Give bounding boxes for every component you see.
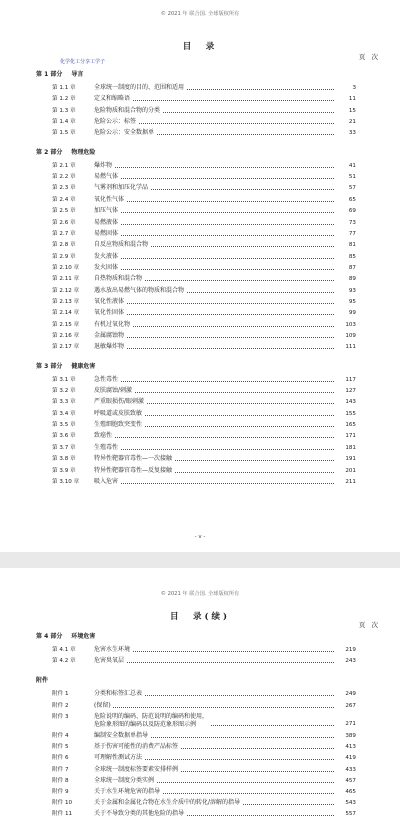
page-number: 109 — [334, 331, 356, 341]
toc-entry[interactable] — [52, 731, 356, 741]
dot-leader — [94, 707, 338, 708]
chapter-title: 氧化性气体 — [94, 195, 125, 203]
page-number: 77 — [334, 229, 356, 239]
chapter-title: 全球统一制度的目的、范围和适用 — [94, 84, 185, 91]
part-name: 健康危害 — [71, 362, 96, 370]
chapter-title: 退敏爆炸物 — [94, 343, 125, 351]
toc-entry[interactable] — [52, 712, 356, 729]
chapter-number: 第 2.15 章 — [52, 321, 80, 328]
page-number: 155 — [334, 409, 356, 419]
chapter-title: 急性毒性 — [94, 375, 119, 383]
chapter-number: 第 3.2 章 — [52, 388, 76, 395]
chapter-title: 皮肤腐蚀/刺激 — [94, 387, 133, 395]
toc-entry[interactable] — [52, 94, 356, 104]
toc-entry[interactable] — [52, 454, 356, 464]
part-label: 第 2 部分 — [36, 148, 63, 156]
toc-entry[interactable] — [52, 420, 356, 430]
toc-entry[interactable] — [52, 106, 356, 116]
chapter-title: 呼吸道或皮肤致敏 — [94, 409, 143, 417]
chapter-number: 第 2.16 章 — [52, 333, 80, 339]
dot-leader — [94, 483, 338, 484]
chapter-number: 第 1.2 章 — [52, 96, 76, 103]
chapter-title: 有机过氧化物 — [94, 320, 131, 328]
page-number: 557 — [334, 809, 356, 819]
part-heading — [36, 147, 95, 156]
part-name: 物理危险 — [71, 148, 96, 156]
page-number: 271 — [334, 719, 356, 729]
page-number: 419 — [334, 753, 356, 763]
chapter-number: 第 3.9 章 — [52, 467, 76, 474]
page-number: 201 — [334, 466, 356, 476]
chapter-title: 氧化性液体 — [94, 297, 125, 305]
part-heading — [36, 675, 57, 684]
page-number: 21 — [334, 117, 356, 127]
chapter-number: 第 2.11 章 — [52, 276, 80, 283]
chapter-number: 第 2.12 章 — [52, 287, 80, 294]
toc-entry[interactable] — [52, 443, 356, 453]
page-number: 81 — [334, 240, 356, 250]
chapter-title: 金属腐蚀物 — [94, 332, 125, 339]
toc-entry[interactable] — [52, 645, 356, 655]
chapter-title: 分类和标签汇总表 — [94, 690, 143, 698]
chapter-title: 可理解性测试方法 — [94, 754, 143, 762]
page-number: 99 — [334, 308, 356, 318]
page-number: 543 — [334, 798, 356, 808]
chapter-title: 危险公示：标签 — [94, 118, 137, 126]
page-number: 165 — [334, 420, 356, 430]
copyright-notice: © 2021 年 联合国. 全球版权所有 — [160, 11, 240, 17]
chapter-title — [94, 713, 210, 729]
chapter-number: 第 4.1 章 — [52, 647, 76, 653]
page-number: 15 — [334, 106, 356, 116]
copyright-notice: © 2021 年 联合国. 全球版权所有 — [160, 591, 240, 597]
toc-page-2 — [0, 568, 400, 838]
chapter-title: 自反应物质和混合物 — [94, 241, 149, 249]
dot-leader — [94, 348, 338, 349]
dot-leader — [94, 314, 338, 315]
part-label: 第 4 部分 — [36, 633, 63, 640]
toc-entry[interactable] — [52, 308, 356, 318]
chapter-number: 第 1.1 章 — [52, 85, 76, 91]
chapter-number: 第 2.2 章 — [52, 174, 76, 181]
chapter-number: 第 2.3 章 — [52, 185, 76, 192]
chapter-number: 第 2.17 章 — [52, 344, 80, 351]
chapter-number: 第 3.8 章 — [52, 456, 76, 463]
page-column-header: 页 次 — [358, 53, 380, 61]
page-number: 51 — [334, 172, 356, 182]
page-number: 181 — [334, 443, 356, 453]
chapter-number: 附件 6 — [52, 755, 69, 762]
page-number: 87 — [334, 263, 356, 273]
chapter-title: 关于水生环境危害的指导 — [94, 788, 161, 795]
toc-entry[interactable] — [52, 798, 356, 808]
page-number: 465 — [334, 787, 356, 797]
toc-entry[interactable] — [52, 117, 356, 127]
chapter-title: 基于伤害可能性的消费产品标签 — [94, 743, 179, 751]
chapter-number: 附件 9 — [52, 789, 69, 795]
chapter-number: 附件 11 — [52, 811, 73, 818]
chapter-title: 易燃液体 — [94, 218, 119, 226]
toc-entry[interactable] — [52, 397, 356, 407]
toc-entry[interactable] — [52, 83, 356, 93]
chapter-number: 第 3.7 章 — [52, 444, 76, 451]
chapter-title: 易燃气体 — [94, 173, 119, 181]
part-heading — [36, 361, 95, 370]
page-number: 143 — [334, 397, 356, 407]
chapter-number: 第 2.14 章 — [52, 310, 80, 317]
chapter-title: 发火固体 — [94, 263, 119, 271]
toc-entry[interactable] — [52, 263, 356, 273]
chapter-title: 气雾剂和加压化学品 — [94, 184, 149, 192]
page-column-header: 页 次 — [358, 621, 380, 629]
chapter-title: 定义和缩略语 — [94, 95, 131, 103]
page-title: 目 录(续) — [169, 612, 231, 622]
toc-entry[interactable] — [52, 753, 356, 763]
toc-entry[interactable] — [52, 776, 356, 786]
chapter-number: 附件 2 — [52, 702, 69, 709]
toc-entry[interactable] — [52, 274, 356, 284]
page-number: 85 — [334, 252, 356, 262]
page-number: 127 — [334, 386, 356, 396]
page-number: 111 — [334, 342, 356, 352]
toc-entry[interactable] — [52, 409, 356, 419]
dot-leader — [94, 269, 338, 270]
page-number: 267 — [334, 701, 356, 711]
toc-entry[interactable] — [52, 809, 356, 819]
page-number: 433 — [334, 765, 356, 775]
chapter-title: 加压气体 — [94, 207, 119, 215]
chapter-title: 吸入危害 — [94, 477, 119, 485]
page-number: 33 — [334, 128, 356, 138]
chapter-number: 第 2.7 章 — [52, 230, 76, 237]
toc-entry[interactable] — [52, 206, 356, 216]
chapter-number: 第 2.6 章 — [52, 219, 76, 226]
page-number: 11 — [334, 94, 356, 104]
chapter-number: 第 2.13 章 — [52, 298, 80, 305]
page-number: 457 — [334, 776, 356, 786]
toc-entry[interactable] — [52, 689, 356, 699]
chapter-title: 致癌性 — [94, 432, 113, 440]
toc-entry[interactable] — [52, 742, 356, 752]
chapter-number: 附件 8 — [52, 777, 69, 784]
chapter-title: 易燃固体 — [94, 229, 119, 237]
dot-leader — [94, 201, 338, 202]
dot-leader — [94, 337, 338, 338]
chapter-number: 附件 4 — [52, 733, 69, 739]
page-number: 41 — [334, 161, 356, 171]
toc-entry[interactable] — [52, 656, 356, 666]
chapter-title: 特异性靶器官毒性—反复接触 — [94, 466, 173, 474]
toc-entry[interactable] — [52, 240, 356, 250]
dot-leader — [94, 381, 338, 382]
toc-entry[interactable] — [52, 229, 356, 239]
part-label: 第 1 部分 — [36, 71, 63, 78]
chapter-title: 发火液体 — [94, 252, 119, 260]
toc-entry[interactable] — [52, 375, 356, 385]
chapter-title-line-1: 危险说明的编码、防范说明的编码和使用， — [94, 712, 209, 720]
chapter-title: 严重眼损伤/眼刺激 — [94, 398, 145, 406]
chapter-title: 危害臭氧层 — [94, 657, 125, 665]
page-number: 3 — [334, 83, 356, 93]
page-number: 243 — [334, 656, 356, 666]
chapter-title: 氧化性固体 — [94, 309, 125, 317]
chapter-title: 编制安全数据单指导 — [94, 732, 149, 739]
page-number: 93 — [334, 286, 356, 296]
toc-entry[interactable] — [52, 431, 356, 441]
chapter-title: 全球统一制度分类实例 — [94, 776, 155, 784]
toc-entry[interactable] — [52, 297, 356, 307]
chapter-number: 第 3.3 章 — [52, 399, 76, 406]
dot-leader — [94, 178, 338, 179]
toc-entry[interactable] — [52, 787, 356, 797]
chapter-number: 第 3.5 章 — [52, 422, 76, 429]
chapter-number: 第 3.10 章 — [52, 478, 80, 485]
chapter-number: 第 2.4 章 — [52, 196, 76, 203]
chapter-title: 关于不导致分类的其他危险的指导 — [94, 810, 185, 818]
dot-leader — [94, 303, 338, 304]
chapter-title: 遇水放出易燃气体的物质和混合物 — [94, 286, 185, 294]
toc-entry[interactable] — [52, 320, 356, 330]
part-heading — [36, 69, 83, 78]
chapter-title: 自热物质和混合物 — [94, 275, 143, 283]
part-label: 附件 — [36, 677, 49, 685]
toc-entry[interactable] — [52, 128, 356, 138]
dot-leader — [94, 258, 338, 259]
chapter-title-line-2: 危险象形图的编码以及防范象形图示例 — [94, 720, 197, 728]
page-number: 65 — [334, 195, 356, 205]
toc-entry[interactable] — [52, 183, 356, 193]
chapter-title: 全球统一制度标签要素安排样例 — [94, 765, 179, 773]
chapter-number: 附件 1 — [52, 691, 69, 698]
dot-leader — [94, 449, 338, 450]
chapter-title: 特异性靶器官毒性—一次接触 — [94, 455, 173, 463]
page-number: 191 — [334, 454, 356, 464]
toc-entry[interactable] — [52, 218, 356, 228]
chapter-number: 第 2.5 章 — [52, 208, 76, 215]
chapter-number: 第 1.4 章 — [52, 119, 76, 126]
part-heading — [36, 631, 95, 640]
part-label: 第 3 部分 — [36, 362, 63, 370]
chapter-number: 第 4.2 章 — [52, 658, 76, 665]
toc-entry[interactable] — [52, 466, 356, 476]
toc-entry[interactable] — [52, 765, 356, 775]
page-number: 103 — [334, 320, 356, 330]
chapter-title: 生殖细胞致突变性 — [94, 421, 143, 429]
part-name: 导言 — [71, 71, 84, 78]
toc-entry[interactable] — [52, 477, 356, 487]
page-number: 211 — [334, 477, 356, 487]
toc-entry[interactable] — [52, 331, 356, 341]
chapter-number: 第 1.3 章 — [52, 107, 76, 114]
page-number: 413 — [334, 742, 356, 752]
page-number: 89 — [334, 274, 356, 284]
page-number: 73 — [334, 218, 356, 228]
chapter-number: 第 3.4 章 — [52, 410, 76, 417]
chapter-number: 第 2.10 章 — [52, 264, 80, 271]
chapter-title: 危险物质和混合物的分类 — [94, 106, 161, 114]
chapter-title: 危害水生环境 — [94, 646, 131, 653]
page-number: 249 — [334, 689, 356, 699]
toc-entry[interactable] — [52, 342, 356, 352]
chapter-number: 第 2.1 章 — [52, 162, 76, 169]
page-number: 389 — [334, 731, 356, 741]
dot-leader — [94, 212, 338, 213]
chapter-number: 附件 5 — [52, 744, 69, 751]
toc-entry[interactable] — [52, 701, 356, 711]
chapter-title: 生殖毒性 — [94, 443, 119, 451]
chapter-number: 附件 10 — [52, 800, 73, 807]
toc-entry[interactable] — [52, 286, 356, 296]
chapter-number: 第 3.1 章 — [52, 376, 76, 383]
chapter-number: 附件 3 — [52, 713, 69, 720]
chapter-title: 爆炸物 — [94, 161, 113, 169]
page-title: 目 录 — [182, 42, 218, 52]
toc-entry[interactable] — [52, 252, 356, 262]
dot-leader — [94, 235, 338, 236]
toc-entry[interactable] — [52, 195, 356, 205]
part-name: 环境危害 — [71, 633, 96, 640]
chapter-title: (保留) — [94, 701, 111, 709]
page-number: 171 — [334, 431, 356, 441]
dot-leader — [94, 662, 338, 663]
dot-leader — [94, 437, 338, 438]
page-footer: - v - — [194, 534, 206, 540]
chapter-number: 第 1.5 章 — [52, 130, 76, 137]
toc-entry[interactable] — [52, 161, 356, 171]
page-number: 117 — [334, 375, 356, 385]
page-number: 219 — [334, 645, 356, 655]
toc-entry[interactable] — [52, 172, 356, 182]
dot-leader — [94, 224, 338, 225]
toc-entry[interactable] — [52, 386, 356, 396]
chapter-number: 第 3.6 章 — [52, 433, 76, 440]
chapter-number: 附件 7 — [52, 766, 69, 773]
watermark-text: 化学化工分享工学子 — [60, 59, 106, 65]
page-number: 57 — [334, 183, 356, 193]
page-number: 95 — [334, 297, 356, 307]
chapter-title: 危险公示：安全数据单 — [94, 129, 155, 137]
chapter-number: 第 2.9 章 — [52, 253, 76, 260]
page-number: 69 — [334, 206, 356, 216]
chapter-number: 第 2.8 章 — [52, 242, 76, 249]
dot-leader — [94, 167, 338, 168]
chapter-title: 关于金属和金属化合物在水生介质中的转化/溶解的指导 — [94, 799, 241, 807]
